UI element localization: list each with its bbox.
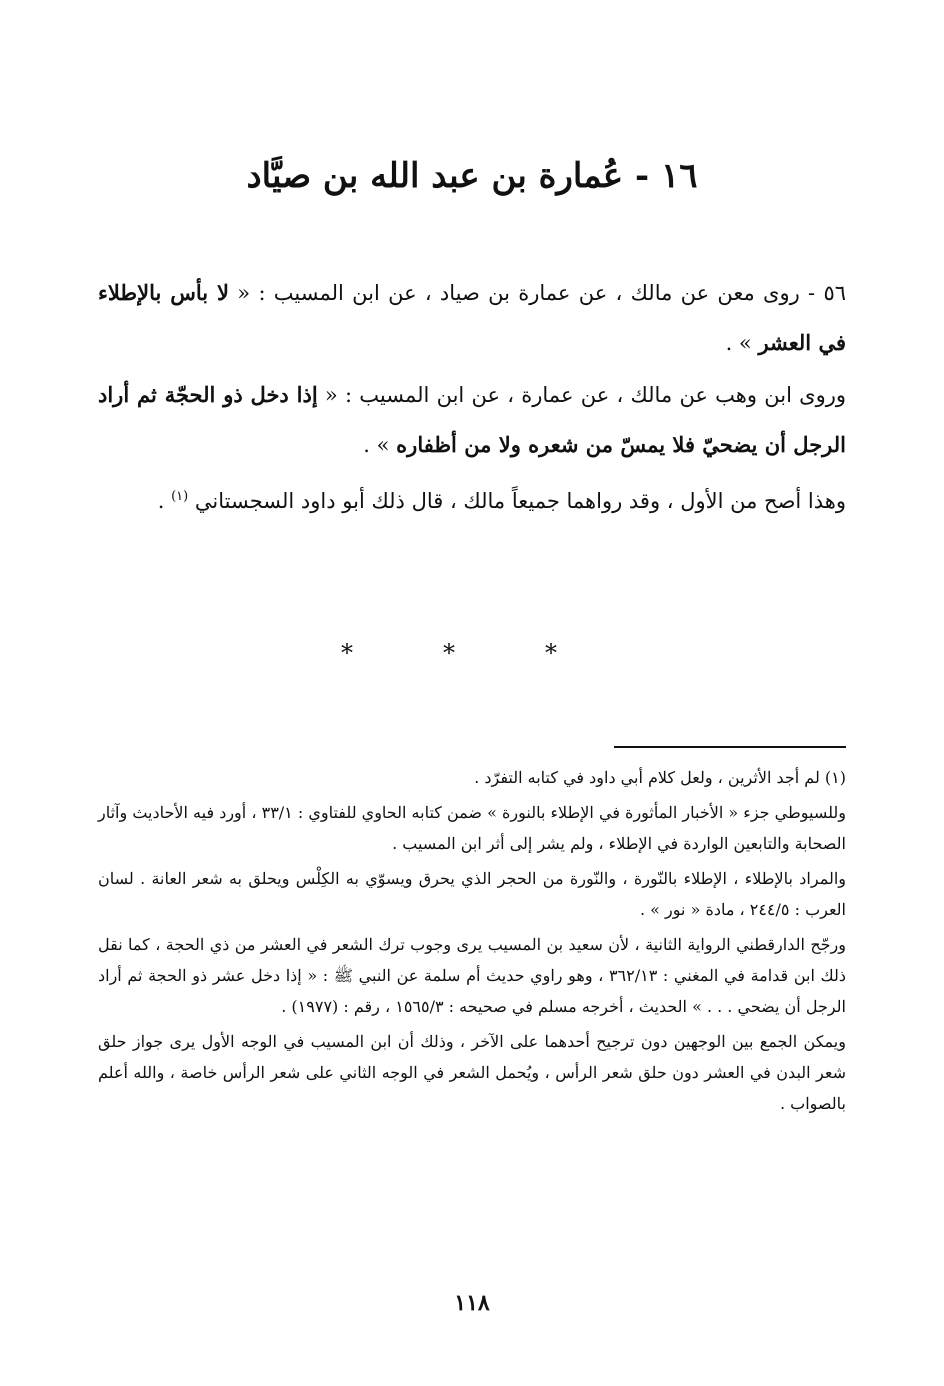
paragraph-text: وهذا أصح من الأول ، وقد رواهما جميعاً مالك ، قال ذلك أبو داود السجستاني: [194, 489, 846, 513]
separator-star: *: [341, 639, 399, 667]
chapter-title: ١٦ - عُمارة بن عبد الله بن صيَّاد: [246, 156, 698, 196]
paragraph-tail: » .: [363, 433, 397, 457]
quoted-text: لا بأس بالإطلاء في العشر: [98, 280, 846, 355]
paragraph-tail: » .: [725, 331, 759, 355]
separator-star: *: [545, 639, 603, 667]
separator-star: *: [443, 639, 501, 667]
section-separator: [0, 638, 944, 668]
paragraph-comment: [98, 472, 846, 526]
footnote-1: (١) لم أجد الأثرين ، ولعل كلام أبي داود في كتابه التفرّد .: [474, 768, 846, 787]
footnote-itla-meaning: والمراد بالإطلاء ، الإطلاء بالنّورة ، والنّورة من الحجر الذي يحرق ويسوّي به الكِلْس ويحلق به شعر العانة . لسان العرب : ٢٤٤/٥ ، مادة « نور » .: [98, 869, 846, 919]
paragraph-tail: .: [157, 489, 172, 513]
footnote-suyuti: وللسيوطي جزء « الأخبار المأثورة في الإطلاء بالنورة » ضمن كتابه الحاوي للفتاوي : ٣٣/١ ، أورد فيه الأحاديث وآثار الصحابة والتابعين الواردة في الإطلاء ، ولم يشر إلى أثر ابن المسيب .: [98, 803, 846, 853]
footnote-daraqutni: ورجّح الدارقطني الرواية الثانية ، لأن سعيد بن المسيب يرى وجوب ترك الشعر في العشر من ذي الحجة ، كما نقل ذلك ابن قدامة في المغني : ٣٦٢/١٣ ، وهو راوي حديث أم سلمة عن النبي ﷺ : « إذا دخل عشر ذو الحجة ثم أراد الرجل أن يضحي . . . » الحديث ، أخرجه مسلم في صحيحه : ١٥٦٥/٣ ، رقم : (١٩٧٧) .: [98, 935, 846, 1016]
footnote-divider: [614, 746, 846, 748]
quoted-text: إذا دخل ذو الحجّة ثم أراد الرجل أن يضحيّ فلا يمسّ من شعره ولا من أظفاره: [98, 382, 846, 457]
footnotes: [98, 762, 846, 1123]
paragraph-second-narration: [98, 370, 846, 470]
page-number: ١١٨: [454, 1290, 490, 1316]
footnote-ref[interactable]: (١): [171, 489, 189, 504]
footnote-reconciliation: ويمكن الجمع بين الوجهين دون ترجيح أحدهما على الآخر ، وذلك أن ابن المسيب في الوجه الأول يرى جواز حلق شعر البدن في العشر دون حلق شعر الرأس ، ويُحمل الشعر في الوجه الثاني على شعر الرأس خاصة ، والله أعلم بالصواب .: [98, 1032, 847, 1113]
paragraph-56: [98, 268, 846, 368]
paragraph-text: وروى ابن وهب عن مالك ، عن عمارة ، عن ابن المسيب : «: [317, 383, 847, 407]
paragraph-text: ٥٦ - روى معن عن مالك ، عن عمارة بن صياد ، عن ابن المسيب : «: [229, 281, 846, 305]
